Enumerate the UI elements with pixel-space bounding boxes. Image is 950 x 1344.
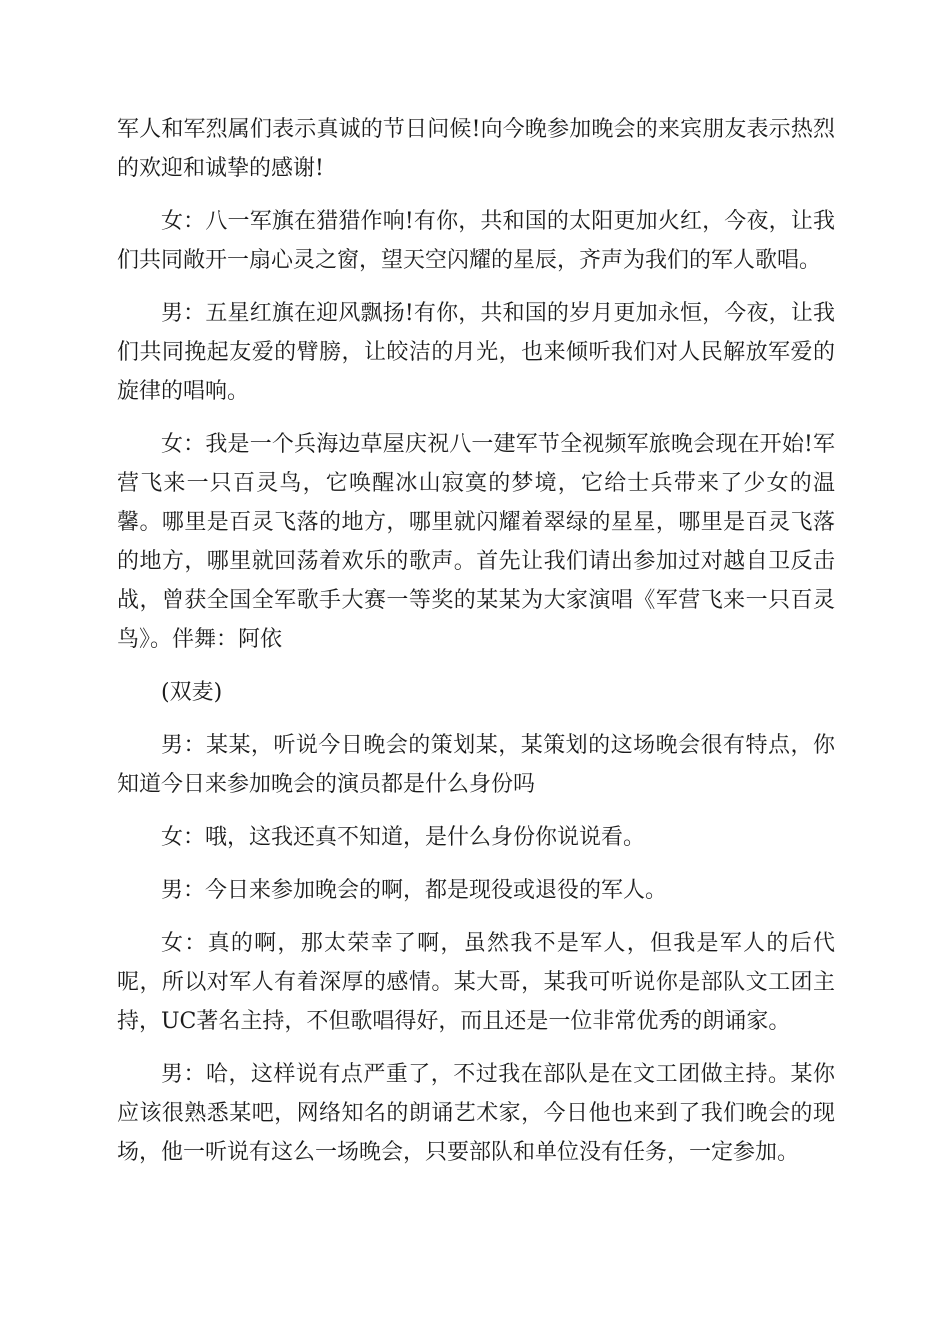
paragraph-8: 男：今日来参加晚会的啊，都是现役或退役的军人。 xyxy=(161,878,668,903)
paragraph-9: 女：真的啊，那太荣幸了啊，虽然我不是军人，但我是军人的后代呢，所以对军人有着深厚的感情。某大哥，某我可听说你是部队文工团主持，UC著名主持，不但歌唱得好，而且还是一位非常优秀的朗诵家。 xyxy=(117,931,835,1034)
paragraph-7: 女：哦，这我还真不知道，是什么身份你说说看。 xyxy=(161,825,646,850)
paragraph-5: (双麦) xyxy=(161,680,223,705)
paragraph-3: 男：五星红旗在迎风飘扬!有你，共和国的岁月更加永恒，今夜，让我们共同挽起友爱的臂膀，让皎洁的月光，也来倾听我们对人民解放军爱的旋律的唱响。 xyxy=(117,301,835,404)
paragraph-10: 男：哈，这样说有点严重了，不过我在部队是在文工团做主持。某你应该很熟悉某吧，网络知名的朗诵艺术家，今日他也来到了我们晚会的现场，他一听说有这么一场晚会，只要部队和单位没有任务，一定参加。 xyxy=(117,1062,835,1165)
paragraph-1: 军人和军烈属们表示真诚的节日问候!向今晚参加晚会的来宾朋友表示热烈的欢迎和诚挚的感谢! xyxy=(117,117,835,181)
paragraph-4: 女：我是一个兵海边草屋庆祝八一建军节全视频军旅晚会现在开始!军营飞来一只百灵鸟，它唤醒冰山寂寞的梦境，它给士兵带来了少女的温馨。哪里是百灵飞落的地方，哪里就闪耀着翠绿的星星，哪里是百灵飞落的地方，哪里就回荡着欢乐的歌声。首先让我们请出参加过对越自卫反击战，曾获全国全军歌手大赛一等奖的某某为大家演唱《军营飞来一只百灵鸟》。伴舞：阿依 xyxy=(117,432,835,652)
paragraph-6: 男：某某，听说今日晚会的策划某，某策划的这场晚会很有特点，你知道今日来参加晚会的演员都是什么身份吗 xyxy=(117,733,835,797)
document-body xyxy=(117,110,835,1186)
paragraph-2: 女：八一军旗在猎猎作响!有你，共和国的太阳更加火红，今夜，让我们共同敞开一扇心灵之窗，望天空闪耀的星辰，齐声为我们的军人歌唱。 xyxy=(117,209,835,273)
